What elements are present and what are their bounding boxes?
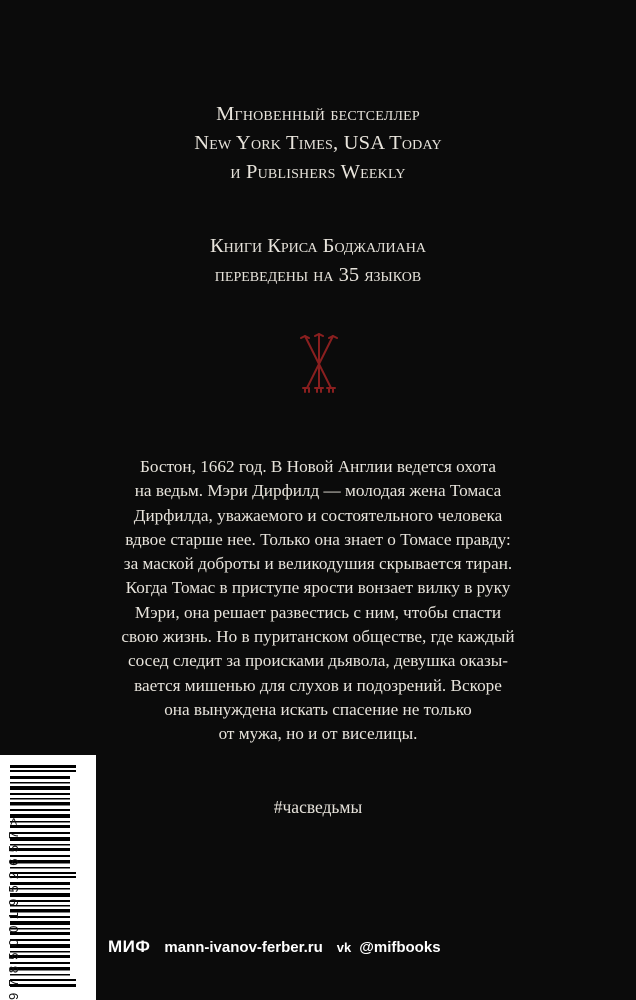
- barcode-bars: [10, 765, 90, 995]
- synopsis-line: от мужа, но и от виселицы.: [218, 724, 418, 744]
- synopsis-line: свою жизнь. Но в пуританском обществе, где каждый: [121, 627, 515, 647]
- publisher-website[interactable]: mann-ivanov-ferber.ru: [164, 938, 323, 956]
- synopsis-line: Бостон, 1662 год. В Новой Англии ведется охота: [140, 457, 496, 476]
- social-handle[interactable]: @mifbooks: [359, 938, 441, 956]
- synopsis-line: она вынуждена искать спасение не только: [164, 699, 472, 719]
- vk-icon[interactable]: vk: [336, 939, 352, 955]
- synopsis-line: за маской доброты и великодушия скрывается тиран.: [123, 554, 513, 574]
- synopsis-line: Когда Томас в приступе ярости вонзает вилку в руку: [125, 578, 511, 598]
- publisher-footer: [108, 934, 441, 960]
- translations-line-1: Книги Криса Боджалиана: [210, 235, 426, 257]
- tagline-line-2: New York Times, USA Today: [194, 132, 442, 154]
- synopsis-line: вается мишенью для слухов и подозрений. Вскоре: [134, 675, 502, 695]
- isbn-barcode: [0, 755, 96, 1000]
- synopsis-text: [0, 455, 636, 747]
- crossed-forks-icon: [295, 332, 343, 394]
- synopsis-line: на ведьм. Мэри Дирфилд — молодая жена Томаса: [134, 481, 502, 501]
- synopsis-line: Дирфилда, уважаемого и состоятельного человека: [133, 505, 503, 525]
- translations-note: [0, 232, 636, 290]
- publisher-logo: МИФ: [108, 937, 151, 956]
- isbn-number: 9785001952657>: [6, 811, 21, 1000]
- hashtag: #часведьмы: [273, 797, 363, 817]
- synopsis-line: сосед следит за происками дьявола, девушка оказы-: [127, 651, 509, 671]
- translations-line-2: переведены на 35 языков: [214, 264, 422, 286]
- synopsis-line: Мэри, она решает развестись с ним, чтобы спасти: [134, 602, 502, 622]
- tagline-line-1: Мгновенный бестселлер: [216, 103, 420, 125]
- synopsis-line: вдвое старше нее. Только она знает о Томасе правду:: [125, 529, 511, 549]
- tagline-line-3: и Publishers Weekly: [230, 161, 406, 183]
- bestseller-tagline: [0, 100, 636, 187]
